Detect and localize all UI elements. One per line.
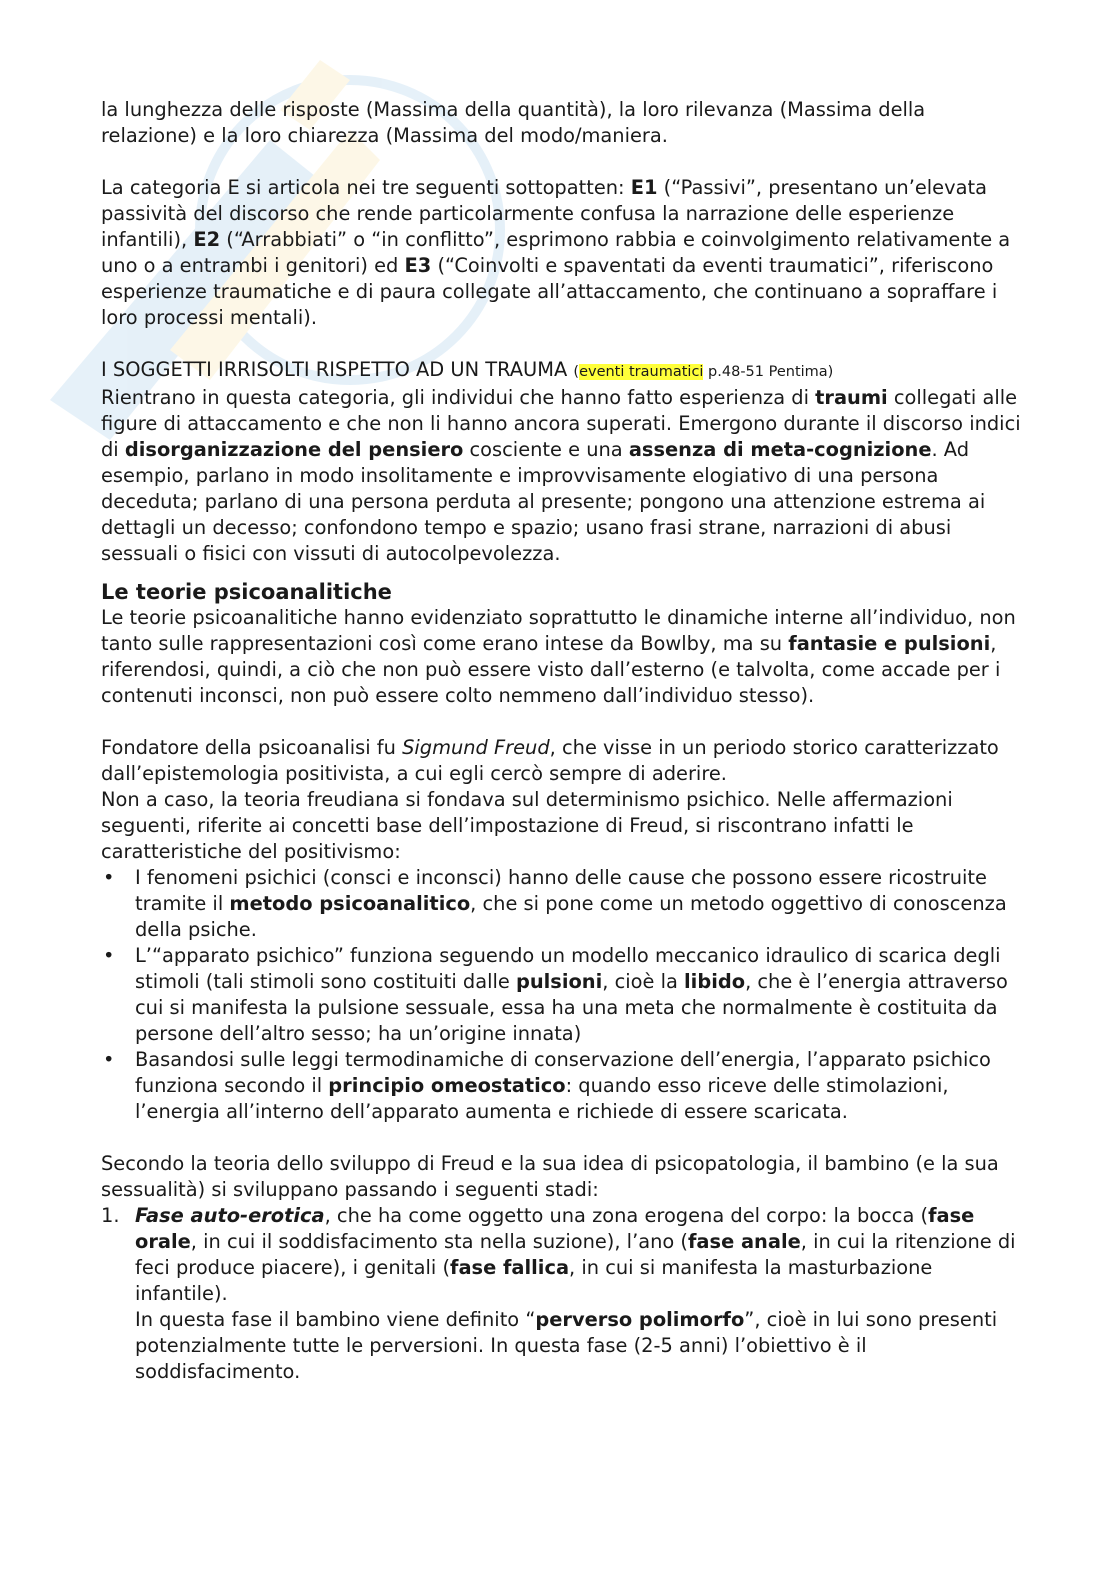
section-heading: Le teorie psicoanalitiche xyxy=(101,580,392,604)
highlighted-text: eventi traumatici xyxy=(579,364,704,380)
paragraph-stages-intro: Secondo la teoria dello sviluppo di Freud e la sua idea di psicopatologia, il bambino (e la sua sessualità) si sviluppano passando i seguenti stadi: xyxy=(101,1152,999,1201)
section-title-irrisolti: I SOGGETTI IRRISOLTI RISPETTO AD UN TRAUMA xyxy=(101,358,574,381)
document-page xyxy=(101,97,1021,1385)
paragraph-irrisolti: I SOGGETTI IRRISOLTI RISPETTO AD UN TRAUMA (eventi traumatici p.48-51 Pentima) Rientrano in questa categoria, gli individui che hanno fatto esperienza di traumi collegati alle figure di attaccamento e che non li hanno ancora superati. Emergono durante il discorso indici di disorganizzazione del pensiero cosciente e una assenza di meta-cognizione. Ad esempio, parlano in modo insolitamente e improvvisamente elogiativo di una persona deceduta; parlano di una persona perduta al presente; pongono una attenzione estrema ai dettagli un decesso; confondono tempo e spazio; usano frasi strane, narrazioni di abusi sessuali o fisici con vissuti di autocolpevolezza. xyxy=(101,358,1021,565)
list-item: • L’“apparato psichico” funziona seguendo un modello meccanico idraulico di scarica degli stimoli (tali stimoli sono costituiti dalle pulsioni, cioè la libido, che è l’energia attraverso cui si manifesta la pulsione sessuale, essa ha una meta che normalmente è costituita da persone dell’altro sesso; ha un’origine innata) xyxy=(101,943,1021,1047)
paragraph-freud: Fondatore della psicoanalisi fu Sigmund Freud, che visse in un periodo storico caratterizzato dall’epistemologia positivista, a cui egli cercò sempre di aderire. xyxy=(101,736,999,785)
page-reference-note: (eventi traumatici p.48-51 Pentima) xyxy=(573,364,834,380)
numbered-list xyxy=(101,1203,1021,1385)
list-item: • I fenomeni psichici (consci e inconsci) hanno delle cause che possono essere ricostruite tramite il metodo psicoanalitico, che si pone come un metodo oggettivo di conoscenza della psiche. xyxy=(101,865,1021,943)
list-number: 1. xyxy=(101,1204,120,1227)
paragraph-determinism: Non a caso, la teoria freudiana si fondava sul determinismo psichico. Nelle affermazioni seguenti, riferite ai concetti base dell’impostazione di Freud, si riscontrano infatti le caratteristiche del positivismo: xyxy=(101,788,953,863)
list-item: 1. Fase auto-erotica, che ha come oggetto una zona erogena del corpo: la bocca (fase orale, in cui il soddisfacimento sta nella suzione), l’ano (fase anale, in cui la ritenzione di feci produce piacere), i genitali (fase fallica, in cui si manifesta la masturbazione infantile). In questa fase il bambino viene definito “perverso polimorfo”, cioè in lui sono presenti potenzialmente tutte le perversioni. In questa fase (2-5 anni) l’obiettivo è il soddisfacimento. xyxy=(101,1204,1016,1383)
paragraph-maxims: la lunghezza delle risposte (Massima della quantità), la loro rilevanza (Massima della relazione) e la loro chiarezza (Massima del modo/maniera. xyxy=(101,98,926,147)
bullet-list xyxy=(101,865,1021,1125)
paragraph-psychoanalytic: Le teorie psicoanalitiche hanno evidenziato soprattutto le dinamiche interne all’individuo, non tanto sulle rappresentazioni così come erano intese da Bowlby, ma su fantasie e pulsioni, riferendosi, quindi, a ciò che non può essere visto dall’esterno (e talvolta, come accade per i contenuti inconsci, non può essere colto nemmeno dall’individuo stesso). xyxy=(101,606,1016,707)
list-item: • Basandosi sulle leggi termodinamiche di conservazione dell’energia, l’apparato psichico funziona secondo il principio omeostatico: quando esso riceve delle stimolazioni, l’energia all’interno dell’apparato aumenta e richiede di essere scaricata. xyxy=(101,1047,1021,1125)
paragraph-category-e: La categoria E si articola nei tre seguenti sottopatten: E1 (“Passivi”, presentano un’elevata passività del discorso che rende particolarmente confusa la narrazione delle esperienze infantili), E2 (“Arrabbiati” o “in conflitto”, esprimono rabbia e coinvolgimento relativamente a uno o a entrambi i genitori) ed E3 (“Coinvolti e spaventati da eventi traumatici”, riferiscono esperienze traumatiche e di paura collegate all’attaccamento, che continuano a sopraffare i loro processi mentali). xyxy=(101,176,1011,329)
